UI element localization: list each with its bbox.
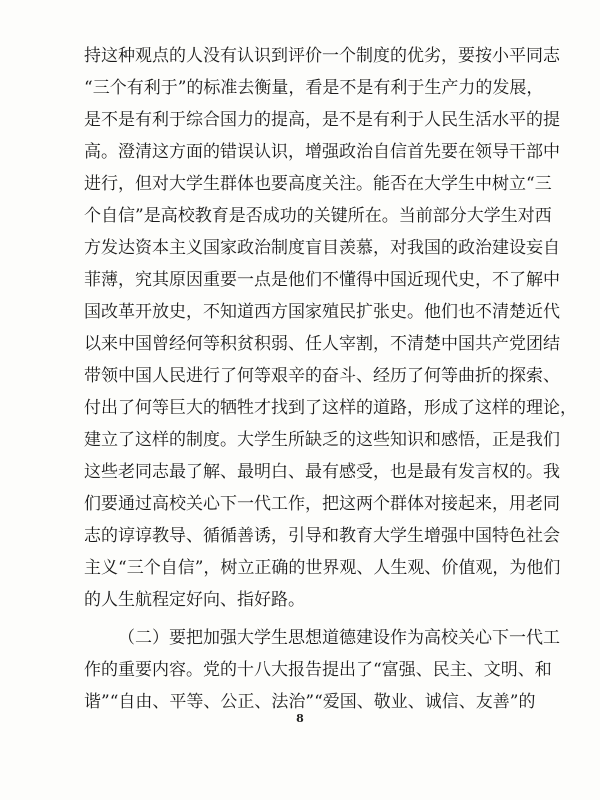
- text-line: （二）要把加强大学生思想道德建设作为高校关心下一代工: [118, 628, 560, 648]
- text-line: 建立了这样的制度。大学生所缺乏的这些知识和感悟，正是我们: [84, 430, 560, 450]
- text-line: 高。澄清这方面的错误认识，增强政治自信首先要在领导干部中: [84, 142, 560, 162]
- text-line: 付出了何等巨大的牺牲才找到了这样的道路，形成了这样的理论，: [84, 398, 577, 418]
- text-line: 持这种观点的人没有认识到评价一个制度的优劣，要按小平同志: [84, 46, 560, 66]
- text-line: 志的谆谆教导、循循善诱，引导和教育大学生增强中国特色社会: [84, 526, 560, 546]
- paragraph-1: [84, 40, 577, 616]
- text-line: 菲薄，究其原因重要一点是他们不懂得中国近现代史，不了解中: [84, 270, 560, 290]
- text-line: 主义“三个自信”，树立正确的世界观、人生观、价值观，为他们: [84, 558, 561, 578]
- text-line: 进行，但对大学生群体也要高度关注。能否在大学生中树立“三: [84, 174, 552, 194]
- text-line: 们要通过高校关心下一代工作，把这两个群体对接起来，用老同: [84, 494, 560, 514]
- page-number: 8: [296, 712, 304, 725]
- text-line: 是不是有利于综合国力的提高，是不是有利于人民生活水平的提: [84, 110, 560, 130]
- text-line: 国改革开放史，不知道西方国家殖民扩张史。他们也不清楚近代: [84, 302, 560, 322]
- text-line: 以来中国曾经何等积贫积弱、任人宰割，不清楚中国共产党团结: [84, 334, 560, 354]
- paragraph-2: [84, 622, 560, 718]
- text-line: 个自信”是高校教育是否成功的关键所在。当前部分大学生对西: [84, 206, 552, 226]
- text-line: 方发达资本主义国家政治制度盲目羡慕，对我国的政治建设妄自: [84, 238, 560, 258]
- text-line: “三个有利于”的标准去衡量，看是不是有利于生产力的发展，: [84, 78, 544, 98]
- text-line: 这些老同志最了解、最明白、最有感受，也是最有发言权的。我: [84, 462, 560, 482]
- text-line: 谐”“自由、平等、公正、法治”“爱国、敬业、诚信、友善”的: [84, 692, 536, 712]
- text-line: 作的重要内容。党的十八大报告提出了“富强、民主、文明、和: [84, 660, 552, 680]
- text-line: 带领中国人民进行了何等艰辛的奋斗、经历了何等曲折的探索、: [84, 366, 560, 386]
- body-text: [84, 40, 577, 718]
- text-line: 的人生航程定好向、指好路。: [84, 590, 305, 610]
